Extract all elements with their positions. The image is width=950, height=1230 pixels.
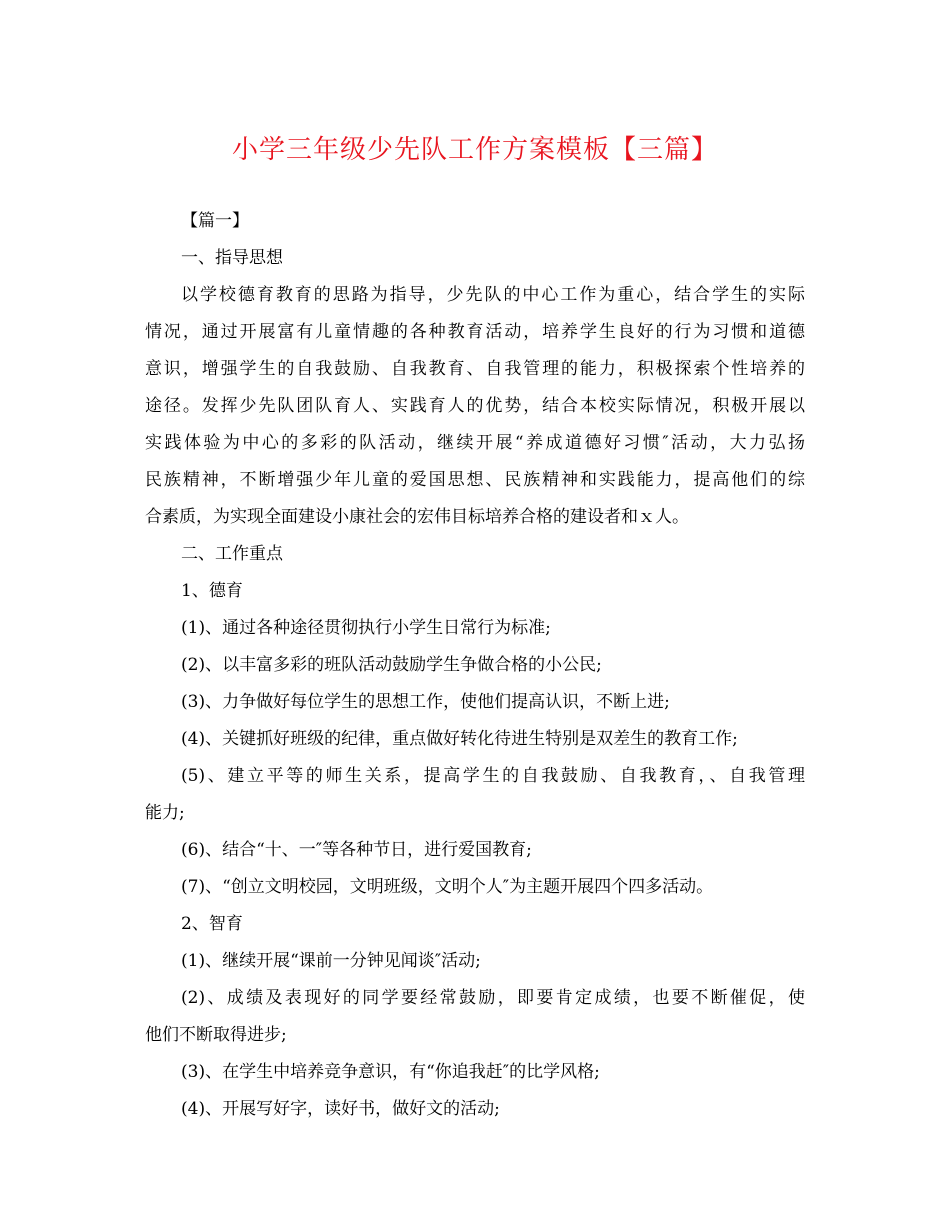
- list-item: (3)、在学生中培养竞争意识，有“你追我赶″的比学风格;: [181, 1062, 600, 1082]
- list-item: (1)、继续开展“课前一分钟见闻谈″活动;: [181, 951, 481, 971]
- heading-work-focus: 二、工作重点: [181, 544, 283, 564]
- section-label: 【篇一】: [181, 211, 249, 231]
- paragraph-line: 情况，通过开展富有儿童情趣的各种教育活动，培养学生良好的行为习惯和道德: [145, 322, 805, 342]
- list-item: (7)、“创立文明校园，文明班级，文明个人″为主题开展四个四多活动。: [181, 877, 714, 897]
- document-title: 小学三年级少先队工作方案模板【三篇】: [231, 135, 718, 165]
- list-item: (3)、力争做好每位学生的思想工作，使他们提高认识，不断上进;: [181, 692, 670, 712]
- document-body: [145, 203, 805, 1128]
- list-item: (4)、开展写好字，读好书，做好文的活动;: [181, 1099, 500, 1119]
- list-item: (2)、成绩及表现好的同学要经常鼓励，即要肯定成绩，也要不断催促，使: [181, 988, 805, 1008]
- list-item: (1)、通过各种途径贯彻执行小学生日常行为标准;: [181, 618, 551, 638]
- paragraph-line: 实践体验为中心的多彩的队活动，继续开展“养成道德好习惯″活动，大力弘扬: [145, 433, 805, 453]
- paragraph-line: 民族精神，不断增强少年儿童的爱国思想、民族精神和实践能力，提高他们的综: [145, 470, 805, 490]
- list-item-continuation: 能力;: [145, 803, 185, 823]
- list-item: (6)、结合“十、一″等各种节日，进行爱国教育;: [181, 840, 532, 860]
- list-item-continuation: 他们不断取得进步;: [145, 1025, 287, 1045]
- heading-guiding-thought: 一、指导思想: [181, 248, 283, 268]
- paragraph-line: 意识，增强学生的自我鼓励、自我教育、自我管理的能力，积极探索个性培养的: [145, 359, 805, 379]
- list-item: (4)、关键抓好班级的纪律，重点做好转化待进生特别是双差生的教育工作;: [181, 729, 738, 749]
- paragraph-line: 合素质，为实现全面建设小康社会的宏伟目标培养合格的建设者和ｘ人。: [145, 507, 689, 527]
- paragraph-line: 以学校德育教育的思路为指导，少先队的中心工作为重心，结合学生的实际: [181, 285, 805, 305]
- list-item: (5)、建立平等的师生关系，提高学生的自我鼓励、自我教育，、自我管理: [181, 766, 805, 786]
- list-item: (2)、以丰富多彩的班队活动鼓励学生争做合格的小公民;: [181, 655, 602, 675]
- sub-heading-intellect: 2、智育: [181, 914, 243, 934]
- sub-heading-moral: 1、德育: [181, 581, 243, 601]
- paragraph-line: 途径。发挥少先队团队育人、实践育人的优势，结合本校实际情况，积极开展以: [145, 396, 805, 416]
